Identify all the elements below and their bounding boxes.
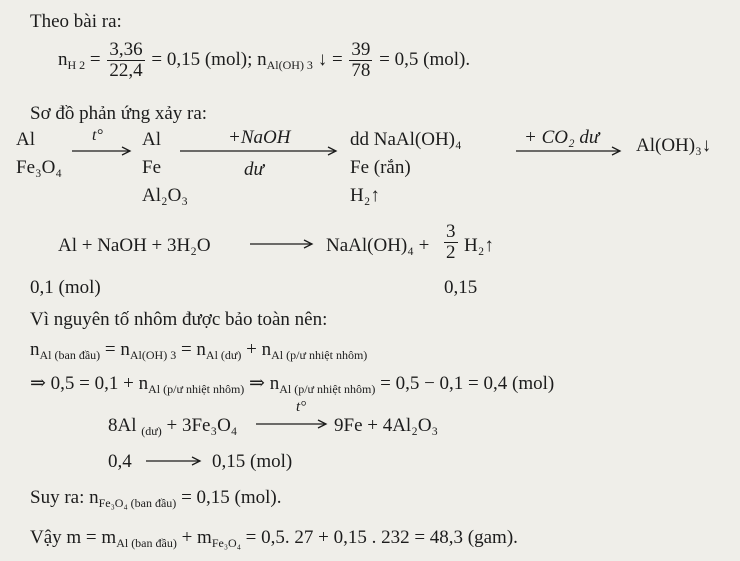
h2-numerator: 3,36 (109, 39, 143, 60)
scheme-prod-naaloh4: dd NaAl(OH)₄ (350, 129, 462, 150)
reaction1-frac-den: 2 (446, 241, 456, 263)
aloh-numerator: 39 (351, 39, 371, 60)
aloh-fraction (349, 40, 372, 81)
reaction1-frac-num: 3 (446, 221, 456, 242)
conservation-text: Vì nguyên tố nhôm được bảo toàn nên: (30, 309, 328, 330)
scheme-start-fe3o4: Fe₃O₄ (16, 157, 62, 178)
reaction1-arrow (250, 239, 316, 249)
aloh-denominator: 78 (351, 59, 371, 81)
reaction2-below-right: 0,15 (mol) (212, 451, 293, 472)
conservation-eq2: ⇒ $0,5 = 0,1 + n_{Al (p/ư nhiệt nhôm)}$ ⇒ $n_{Al (p/ư nhiệt nhôm)} = 0,5 - 0,1 = 0,4$ (mol) (30, 373, 555, 396)
reaction1-below-right: 0,15 (444, 277, 478, 298)
h2-fraction (107, 40, 144, 81)
reaction1-lhs: Al + NaOH + 3H₂O (58, 235, 211, 256)
intro-text: Theo bài ra: (30, 11, 122, 32)
scheme-arrow3 (516, 146, 624, 156)
reaction1-fraction (442, 222, 460, 263)
scheme-title: Sơ đồ phản ứng xảy ra: (30, 103, 208, 124)
n-aloh-symbol: n (257, 48, 267, 70)
reaction2-rhs: 9Fe + 4Al₂O₃ (334, 415, 439, 436)
reaction2-arrow (256, 419, 330, 429)
reaction1-rhs-a: NaAl(OH)₄ + (326, 235, 430, 256)
moles-equation: $n_{H 2}$ = $\frac{3,36}{22,4}$ = 0,15 (mol); $n_{Al(OH) 3}$ ↓ = $\frac{39}{78}$ = 0,5 (mol). (58, 39, 471, 81)
conservation-eq1: $n_{Al (ban đầu)} = n_{Al(OH) 3} = n_{Al (dư)} + n_{Al (p/ư nhiệt nhôm)}$ (30, 339, 368, 362)
reaction2-below-arrow (146, 456, 204, 466)
scheme-mid-fe: Fe (142, 157, 161, 178)
scheme-arrow1 (72, 146, 134, 156)
scheme-arrow1-label: t° (92, 127, 103, 144)
reaction1-rhs-b: H₂↑ (464, 235, 494, 256)
reaction2-below-left: 0,4 (108, 451, 132, 472)
precipitate-arrow: ↓ = (317, 48, 343, 70)
reaction1-below-left: 0,1 (mol) (30, 277, 101, 298)
scheme-final-aloh3: Al(OH)₃↓ (636, 135, 712, 156)
scheme-prod-h2: H₂↑ (350, 185, 380, 206)
n-h2-symbol: n (58, 48, 68, 70)
scheme-start-al: Al (16, 129, 35, 150)
scheme-arrow2-top: +NaOH (228, 127, 291, 148)
result-vay-m: Vậy $m = m_{Al (ban đầu)} + m_{Fe_3O_4} = 0,5$. 27 + 0,15 . 232 = 48,3 (gam). (30, 527, 518, 550)
h2-result: = 0,15 (mol); (151, 48, 253, 70)
result-suy-ra: Suy ra: $n_{Fe_3O_4}$ $_{(ban đầu)}$ = 0,15 (mol). (30, 487, 282, 510)
scheme-arrow2 (180, 146, 340, 156)
reaction2-lhs: 8Al $_{(dư)}$ + 3Fe₃O₄ (108, 415, 238, 438)
h2-denominator: 22,4 (109, 59, 143, 81)
reaction2-arrow-label: t° (296, 399, 307, 415)
n-aloh-subscript: Al(OH) 3 (266, 57, 313, 72)
scheme-mid-al2o3: Al₂O₃ (142, 185, 188, 206)
scheme-prod-fe: Fe (rắn) (350, 157, 411, 178)
scheme-arrow3-top: + CO₂ dư (524, 127, 600, 148)
scheme-arrow2-bottom: dư (244, 159, 264, 180)
aloh-result: = 0,5 (mol). (379, 48, 471, 70)
n-h2-subscript: H 2 (67, 57, 86, 72)
scheme-mid-al: Al (142, 129, 161, 150)
